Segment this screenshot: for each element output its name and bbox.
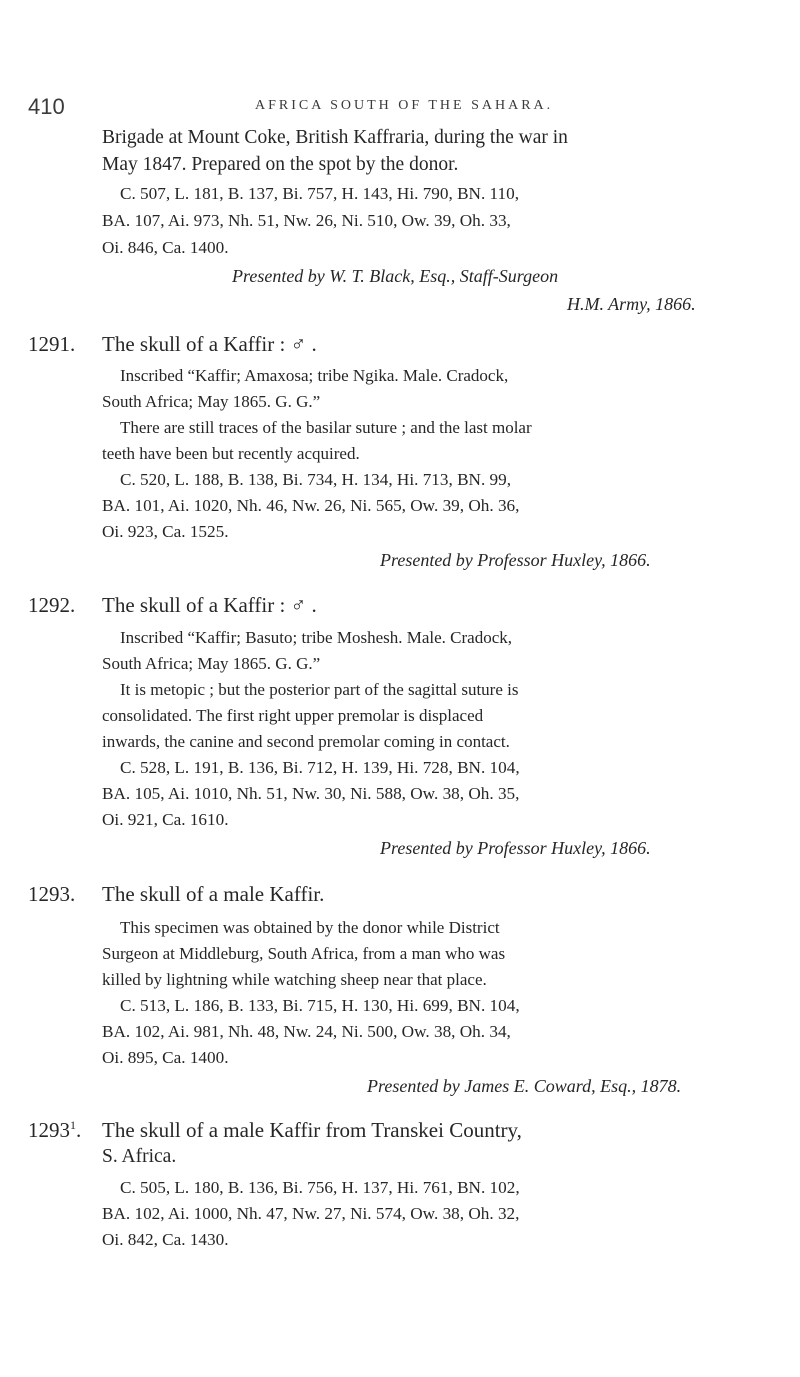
measurements-line: Oi. 895, Ca. 1400.: [102, 1048, 229, 1067]
entry-title: The skull of a Kaffir : ♂ .: [102, 332, 317, 356]
entry-line: It is metopic ; but the posterior part of the sagittal suture is: [120, 680, 519, 699]
running-head: AFRICA SOUTH OF THE SAHARA.: [255, 98, 554, 113]
entry-line: South Africa; May 1865. G. G.”: [102, 392, 321, 411]
entry-title: The skull of a Kaffir : ♂ .: [102, 593, 317, 617]
entry-line: Inscribed “Kaffir; Basuto; tribe Moshesh. Male. Cradock,: [120, 628, 513, 647]
entry-line: teeth have been but recently acquired.: [102, 444, 360, 463]
measurements-line: BA. 102, Ai. 1000, Nh. 47, Nw. 27, Ni. 574, Ow. 38, Oh. 32,: [102, 1204, 520, 1223]
measurements-line: C. 505, L. 180, B. 136, Bi. 756, H. 137, Hi. 761, BN. 102,: [120, 1178, 520, 1197]
measurements-line: BA. 101, Ai. 1020, Nh. 46, Nw. 26, Ni. 565, Ow. 39, Oh. 36,: [102, 496, 520, 515]
entry-line: consolidated. The first right upper premolar is displaced: [102, 706, 484, 725]
entry-number: 1293.: [28, 882, 76, 906]
entry-number: 1293$^1$.: [28, 1118, 82, 1142]
entry-number-superscript: 1: [70, 1118, 76, 1132]
entry-number: 1291.: [28, 332, 76, 356]
measurements-line: Oi. 846, Ca. 1400.: [102, 238, 229, 257]
entry-line: S. Africa.: [102, 1146, 177, 1167]
presenter-line: Presented by Professor Huxley, 1866.: [380, 838, 651, 858]
entry-title: The skull of a male Kaffir from Transkei Country,: [102, 1118, 522, 1142]
measurements-line: BA. 102, Ai. 981, Nh. 48, Nw. 24, Ni. 500, Ow. 38, Oh. 34,: [102, 1022, 511, 1041]
presenter-line: H.M. Army, 1866.: [567, 294, 696, 314]
entry-line: South Africa; May 1865. G. G.”: [102, 654, 321, 673]
measurements-line: BA. 107, Ai. 973, Nh. 51, Nw. 26, Ni. 510, Ow. 39, Oh. 33,: [102, 211, 511, 230]
measurements-line: C. 513, L. 186, B. 133, Bi. 715, H. 130, Hi. 699, BN. 104,: [120, 996, 520, 1015]
measurements-line: C. 520, L. 188, B. 138, Bi. 734, H. 134, Hi. 713, BN. 99,: [120, 470, 512, 489]
intro-line: Brigade at Mount Coke, British Kaffraria, during the war in: [102, 127, 568, 148]
measurements-line: BA. 105, Ai. 1010, Nh. 51, Nw. 30, Ni. 588, Ow. 38, Oh. 35,: [102, 784, 520, 803]
measurements-line: C. 507, L. 181, B. 137, Bi. 757, H. 143, Hi. 790, BN. 110,: [120, 184, 519, 203]
page-number: 410: [28, 94, 65, 119]
entry-title: The skull of a male Kaffir.: [102, 882, 325, 906]
entry-line: inwards, the canine and second premolar coming in contact.: [102, 732, 510, 751]
entry-line: Inscribed “Kaffir; Amaxosa; tribe Ngika. Male. Cradock,: [120, 366, 509, 385]
entry-line: killed by lightning while watching sheep near that place.: [102, 970, 487, 989]
measurements-line: C. 528, L. 191, B. 136, Bi. 712, H. 139, Hi. 728, BN. 104,: [120, 758, 520, 777]
entry-line: This specimen was obtained by the donor while District: [120, 918, 500, 937]
measurements-line: Oi. 842, Ca. 1430.: [102, 1230, 229, 1249]
presenter-line: Presented by Professor Huxley, 1866.: [380, 550, 651, 570]
intro-line: May 1847. Prepared on the spot by the donor.: [102, 154, 459, 175]
presenter-line: Presented by W. T. Black, Esq., Staff-Surgeon: [232, 266, 559, 286]
measurements-line: Oi. 921, Ca. 1610.: [102, 810, 229, 829]
entry-line: There are still traces of the basilar suture ; and the last molar: [120, 418, 532, 437]
measurements-line: Oi. 923, Ca. 1525.: [102, 522, 229, 541]
entry-line: Surgeon at Middleburg, South Africa, from a man who was: [102, 944, 506, 963]
presenter-line: Presented by James E. Coward, Esq., 1878.: [367, 1076, 682, 1096]
entry-number: 1292.: [28, 593, 76, 617]
